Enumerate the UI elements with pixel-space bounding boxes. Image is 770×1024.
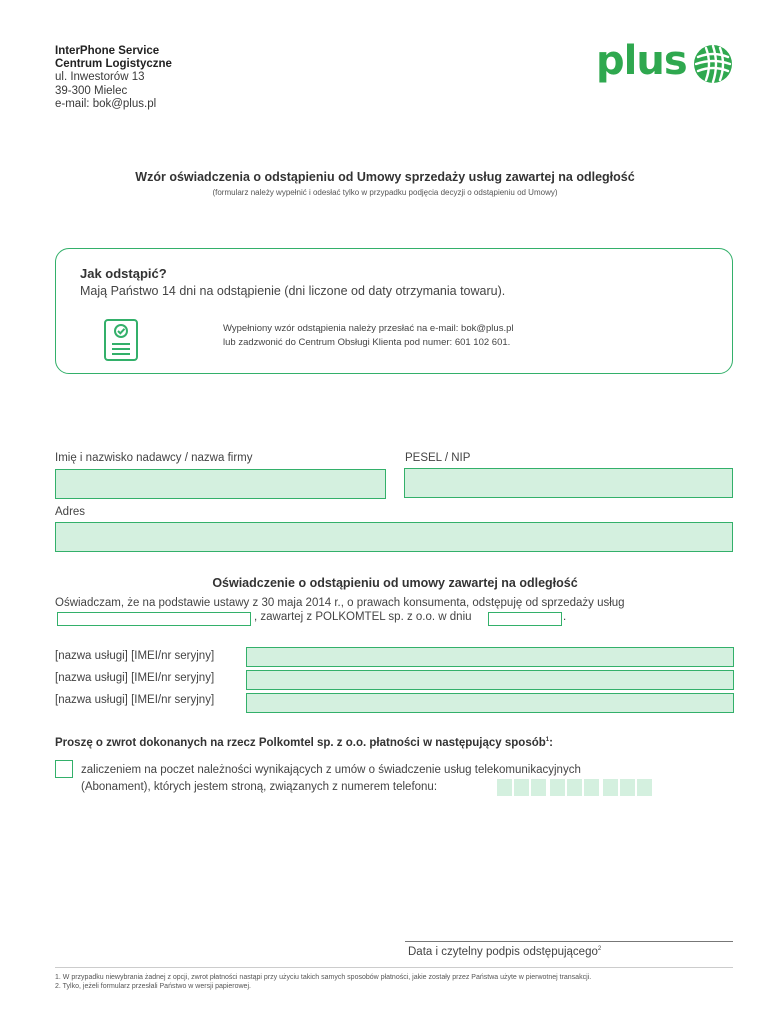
sender-line-3: ul. Inwestorów 13 (55, 71, 145, 84)
sender-address (55, 45, 172, 111)
footnote-2: 2. Tylko, jeżeli formularz przesłali Państwo w wersji papierowej. (55, 983, 251, 990)
name-field[interactable] (55, 469, 386, 499)
footnote-1: 1. W przypadku niewybrania żadnej z opcji, zwrot płatności nastąpi przy użyciu takich samych sposobów płatności, jakie zostały przez Państwa użyte w pierwotnej transakcji. (55, 974, 592, 981)
refund-title (55, 737, 553, 749)
page-subtitle: (formularz należy wypełnić i odesłać tylko w przypadku podjęcia decyzji o odstąpieniu od Umowy) (212, 188, 558, 197)
phone-digit-6[interactable] (584, 779, 599, 796)
yarn-ball-icon (692, 43, 734, 85)
service-field-3[interactable] (246, 693, 734, 713)
info-note-line-1: Wypełniony wzór odstąpienia należy przesłać na e-mail: bok@plus.pl (223, 323, 514, 334)
declaration-line-2: , zawartej z POLKOMTEL sp. z o.o. w dniu (254, 611, 472, 623)
address-field[interactable] (55, 522, 733, 552)
info-box-heading: Jak odstąpić? (80, 266, 167, 281)
phone-digit-5[interactable] (567, 779, 582, 796)
phone-digit-7[interactable] (603, 779, 618, 796)
info-note-line-2: lub zadzwonić do Centrum Obsługi Klienta pod numer: 601 102 601. (223, 337, 511, 348)
service-inline-field[interactable] (57, 612, 251, 626)
phone-digit-2[interactable] (514, 779, 529, 796)
footnotes (55, 973, 591, 991)
phone-digit-3[interactable] (531, 779, 546, 796)
refund-option-line-1: zaliczeniem na poczet należności wynikających z umów o świadczenie usług telekomunikacyjnych (81, 764, 581, 776)
address-label: Adres (55, 506, 86, 518)
service-label-1: [nazwa usługi] [IMEI/nr seryjny] (55, 650, 215, 662)
refund-option-checkbox[interactable] (55, 760, 73, 778)
declaration-line-1: Oświadczam, że na podstawie ustawy z 30 maja 2014 r., o prawach konsumenta, odstępuję od sprzedaży usług (55, 597, 625, 609)
logo-text: plus (596, 38, 687, 84)
signature-label (408, 946, 601, 958)
date-inline-field[interactable] (488, 612, 562, 626)
phone-digit-4[interactable] (550, 779, 565, 796)
sender-line-4: 39-300 Mielec (55, 84, 128, 97)
pesel-field[interactable] (404, 468, 733, 498)
refund-footnote-ref: 1 (545, 737, 550, 744)
service-field-2[interactable] (246, 670, 734, 690)
document-check-icon (103, 318, 139, 362)
refund-title-text: Proszę o zwrot dokonanych na rzecz Polkomtel sp. z o.o. płatności w następujący sposób (55, 737, 546, 749)
footnote-divider (55, 967, 733, 968)
page-title: Wzór oświadczenia o odstąpieniu od Umowy sprzedaży usług zawartej na odległość (135, 170, 635, 184)
phone-digit-1[interactable] (497, 779, 512, 796)
signature-label-text: Data i czytelny podpis odstępującego (408, 946, 598, 958)
sender-line-1: InterPhone Service (55, 45, 160, 57)
declaration-title: Oświadczenie o odstąpieniu od umowy zawartej na odległość (212, 576, 578, 590)
name-label: Imię i nazwisko nadawcy / nazwa firmy (55, 452, 253, 464)
phone-digit-8[interactable] (620, 779, 635, 796)
sender-line-2: Centrum Logistyczne (55, 58, 172, 71)
plus-logo (596, 38, 738, 88)
sender-email: e-mail: bok@plus.pl (55, 97, 157, 110)
info-box-note (223, 322, 513, 350)
service-label-3: [nazwa usługi] [IMEI/nr seryjny] (55, 694, 215, 706)
info-box-text: Mają Państwo 14 dni na odstąpienie (dni liczone od daty otrzymania towaru). (80, 284, 506, 298)
refund-title-colon: : (549, 737, 553, 749)
pesel-label: PESEL / NIP (405, 452, 471, 464)
phone-digit-9[interactable] (637, 779, 652, 796)
signature-footnote-ref: 2 (597, 946, 602, 953)
declaration-end: . (563, 611, 567, 623)
service-field-1[interactable] (246, 647, 734, 667)
service-label-2: [nazwa usługi] [IMEI/nr seryjny] (55, 672, 215, 684)
refund-option-line-2: (Abonament), których jestem stroną, związanych z numerem telefonu: (81, 781, 438, 793)
signature-line[interactable] (405, 941, 733, 942)
